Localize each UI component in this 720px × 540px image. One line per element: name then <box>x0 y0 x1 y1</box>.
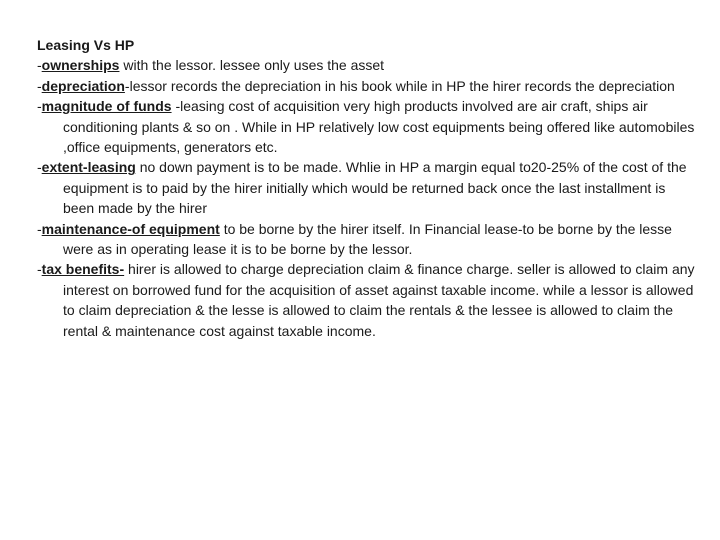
point-key: depreciation <box>41 77 125 94</box>
slide-title: Leasing Vs HP <box>37 37 135 53</box>
point-key: tax benefits- <box>41 261 125 278</box>
point-magnitude-of-funds <box>37 96 697 157</box>
point-prefix: - <box>37 159 42 176</box>
point-prefix: - <box>37 261 42 278</box>
point-prefix: - <box>37 77 42 94</box>
slide-content <box>37 35 697 341</box>
point-prefix: - <box>37 57 42 74</box>
point-ownerships <box>37 55 697 75</box>
point-text: with the lessor. lessee only uses the asset <box>119 57 385 74</box>
point-key: magnitude of funds <box>41 98 172 115</box>
point-prefix: - <box>37 220 42 237</box>
point-text: hirer is allowed to charge depreciation claim & finance charge. seller is allowed to claim any interest on borrowed fund for the acquisition of asset against taxable income. while a lessor is allowed to claim depreciation & the lesse is allowed to claim the rentals & the lessee is allowed to claim the rental & maintenance cost against taxable income. <box>63 261 695 339</box>
point-key: maintenance-of equipment <box>41 220 220 237</box>
point-text: -leasing cost of acquisition very high products involved are air craft, ships air conditioning plants & so on . While in HP relatively low cost equipments being offered like automobiles ,office equipments, generators etc. <box>63 98 695 156</box>
point-prefix: - <box>37 98 42 115</box>
point-depreciation <box>37 76 697 96</box>
point-key: ownerships <box>41 57 120 74</box>
point-text: -lessor records the depreciation in his book while in HP the hirer records the depreciation <box>124 77 675 94</box>
point-tax-benefits <box>37 259 697 341</box>
point-extent-leasing <box>37 157 697 218</box>
point-maintenance-of-equipment <box>37 219 697 260</box>
point-key: extent-leasing <box>41 159 136 176</box>
point-text: no down payment is to be made. Whlie in HP a margin equal to20-25% of the cost of the equipment is to paid by the hirer initially which would be returned back once the last installment is been made by the hirer <box>63 159 687 217</box>
point-text: to be borne by the hirer itself. In Financial lease-to be borne by the lesse were as in operating lease it is to be borne by the lessor. <box>63 220 672 258</box>
